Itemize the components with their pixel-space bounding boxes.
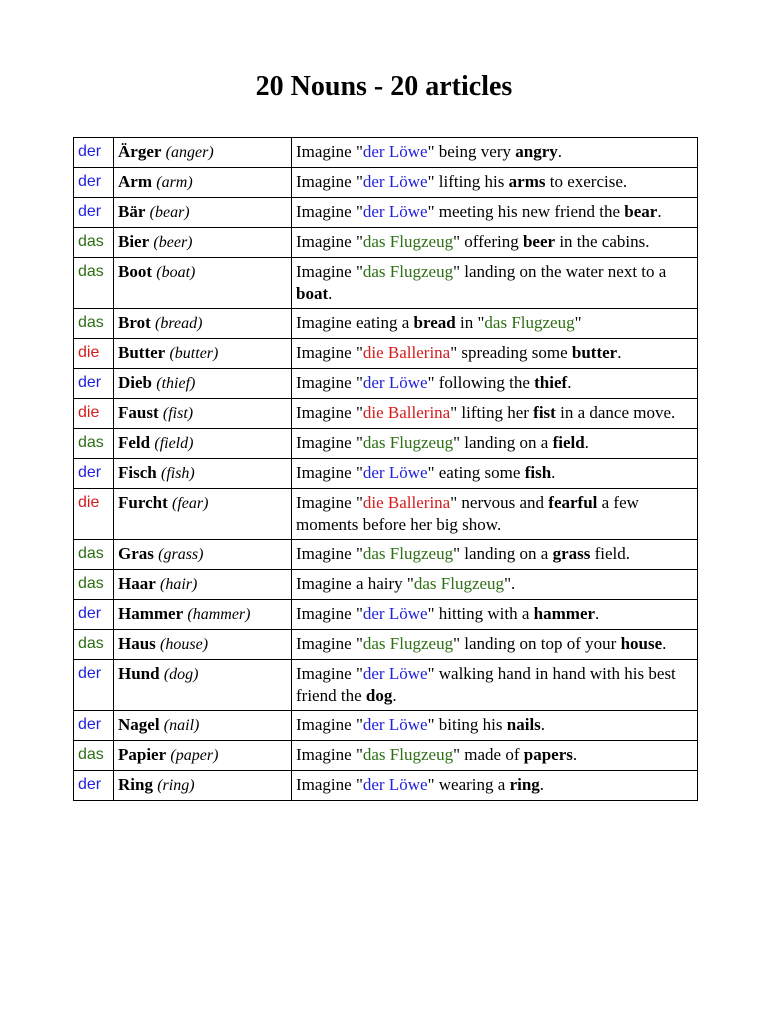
noun-cell (114, 630, 292, 660)
table-row (74, 630, 698, 660)
article-phrase: der Löwe (362, 664, 428, 683)
article-cell: der (74, 198, 114, 228)
table-row (74, 540, 698, 570)
sentence-text: . (657, 202, 662, 221)
noun-translation: (bear) (149, 204, 190, 221)
article-phrase: das Flugzeug (362, 745, 454, 764)
page-title: 20 Nouns - 20 articles (255, 71, 513, 102)
sentence-text: a few moments before her big show. (296, 493, 639, 534)
noun-word: Boot (118, 262, 152, 281)
keyword: butter (571, 343, 618, 362)
article-phrase: der Löwe (362, 373, 428, 392)
noun-word: Haar (118, 574, 156, 593)
sentence-text: Imagine " (296, 463, 363, 482)
keyword: thief (534, 373, 568, 392)
table-row (74, 459, 698, 489)
mnemonic-cell (292, 399, 698, 429)
noun-translation: (fear) (172, 495, 209, 512)
article-cell: die (74, 489, 114, 540)
sentence-text: " spreading some (450, 343, 572, 362)
article-phrase: der Löwe (362, 142, 428, 161)
sentence-text: in the cabins. (555, 232, 650, 251)
table-row (74, 399, 698, 429)
sentence-text: Imagine a hairy " (296, 574, 414, 593)
noun-translation: (nail) (163, 717, 200, 734)
noun-cell (114, 198, 292, 228)
noun-cell (114, 600, 292, 630)
article-cell: das (74, 429, 114, 459)
article-phrase: das Flugzeug (413, 574, 505, 593)
sentence-text: Imagine " (296, 775, 363, 794)
table-row (74, 198, 698, 228)
keyword: ring (509, 775, 540, 794)
sentence-text: . (557, 142, 562, 161)
table-row (74, 168, 698, 198)
sentence-text: " offering (453, 232, 523, 251)
noun-word: Dieb (118, 373, 152, 392)
noun-cell (114, 138, 292, 168)
mnemonic-cell (292, 660, 698, 711)
article-cell: der (74, 369, 114, 399)
article-phrase: das Flugzeug (362, 262, 454, 281)
noun-cell (114, 309, 292, 339)
article-cell: das (74, 228, 114, 258)
noun-cell (114, 489, 292, 540)
article-phrase: der Löwe (362, 775, 428, 794)
mnemonic-cell (292, 600, 698, 630)
sentence-text: " meeting his new friend the (427, 202, 625, 221)
table-row (74, 429, 698, 459)
sentence-text: " being very (427, 142, 516, 161)
noun-word: Bier (118, 232, 150, 251)
vocabulary-table-body (74, 138, 698, 801)
keyword: boat (296, 284, 329, 303)
article-phrase: das Flugzeug (362, 634, 454, 653)
sentence-text: Imagine eating a (296, 313, 414, 332)
sentence-text: . (584, 433, 589, 452)
article-phrase: das Flugzeug (484, 313, 575, 332)
noun-word: Hammer (118, 604, 184, 623)
noun-cell (114, 540, 292, 570)
sentence-text: . (595, 604, 600, 623)
article-phrase: der Löwe (362, 202, 428, 221)
noun-translation: (anger) (165, 144, 214, 161)
sentence-text: . (539, 775, 545, 794)
mnemonic-cell (292, 309, 698, 339)
table-row (74, 570, 698, 600)
sentence-text: " walking hand in hand with his best friend the (296, 664, 676, 705)
mnemonic-cell (292, 489, 698, 540)
table-row (74, 771, 698, 801)
noun-word: Fisch (118, 463, 157, 482)
mnemonic-cell (292, 369, 698, 399)
noun-word: Butter (118, 343, 166, 362)
noun-translation: (beer) (153, 234, 193, 251)
sentence-text: " lifting her (450, 403, 534, 422)
sentence-text: Imagine " (296, 403, 363, 422)
noun-word: Furcht (118, 493, 168, 512)
table-row (74, 369, 698, 399)
noun-translation: (paper) (170, 747, 219, 764)
sentence-text: " landing on a (453, 544, 553, 563)
noun-translation: (thief) (156, 375, 196, 392)
noun-word: Ärger (118, 142, 162, 161)
table-row (74, 339, 698, 369)
noun-cell (114, 570, 292, 600)
sentence-text: . (551, 463, 556, 482)
sentence-text: Imagine " (296, 172, 363, 191)
table-row (74, 741, 698, 771)
noun-translation: (hair) (160, 576, 198, 593)
article-cell: das (74, 258, 114, 309)
noun-translation: (butter) (169, 345, 219, 362)
noun-cell (114, 168, 292, 198)
noun-word: Papier (118, 745, 167, 764)
sentence-text: Imagine " (296, 544, 363, 563)
noun-translation: (boat) (156, 264, 196, 281)
sentence-text: Imagine " (296, 373, 363, 392)
sentence-text: . (328, 284, 333, 303)
sentence-text: Imagine " (296, 715, 363, 734)
noun-word: Haus (118, 634, 156, 653)
noun-word: Nagel (118, 715, 160, 734)
article-cell: das (74, 741, 114, 771)
mnemonic-cell (292, 168, 698, 198)
sentence-text: " (574, 313, 582, 332)
mnemonic-cell (292, 459, 698, 489)
noun-translation: (house) (160, 636, 209, 653)
article-cell: die (74, 399, 114, 429)
noun-translation: (bread) (155, 315, 203, 332)
keyword: beer (522, 232, 556, 251)
article-phrase: das Flugzeug (362, 232, 454, 251)
sentence-text: ". (504, 574, 516, 593)
table-row (74, 711, 698, 741)
sentence-text: " landing on top of your (453, 634, 621, 653)
sentence-text: Imagine " (296, 634, 363, 653)
article-cell: das (74, 630, 114, 660)
article-cell: der (74, 459, 114, 489)
sentence-text: Imagine " (296, 664, 363, 683)
keyword: papers (523, 745, 573, 764)
sentence-text: " landing on the water next to a (453, 262, 667, 281)
noun-translation: (dog) (163, 666, 199, 683)
noun-word: Gras (118, 544, 154, 563)
sentence-text: Imagine " (296, 262, 363, 281)
article-cell: der (74, 138, 114, 168)
article-cell: der (74, 711, 114, 741)
mnemonic-cell (292, 570, 698, 600)
mnemonic-cell (292, 741, 698, 771)
keyword: bear (624, 202, 658, 221)
article-cell: der (74, 168, 114, 198)
noun-cell (114, 660, 292, 711)
noun-translation: (arm) (156, 174, 193, 191)
sentence-text: " made of (453, 745, 524, 764)
table-row (74, 138, 698, 168)
keyword: angry (515, 142, 558, 161)
keyword: grass (552, 544, 591, 563)
noun-translation: (grass) (158, 546, 204, 563)
keyword: fearful (548, 493, 598, 512)
noun-cell (114, 258, 292, 309)
mnemonic-cell (292, 540, 698, 570)
table-row (74, 660, 698, 711)
noun-cell (114, 459, 292, 489)
table-row (74, 309, 698, 339)
noun-cell (114, 741, 292, 771)
mnemonic-cell (292, 630, 698, 660)
noun-word: Feld (118, 433, 151, 452)
sentence-text: Imagine " (296, 232, 363, 251)
keyword: nails (506, 715, 541, 734)
noun-translation: (hammer) (187, 606, 251, 623)
article-phrase: der Löwe (362, 715, 428, 734)
vocabulary-table (73, 137, 698, 801)
sentence-text: . (572, 745, 578, 764)
mnemonic-cell (292, 258, 698, 309)
noun-translation: (ring) (157, 777, 195, 794)
sentence-text: . (567, 373, 572, 392)
article-phrase: die Ballerina (362, 343, 451, 362)
noun-word: Arm (118, 172, 152, 191)
article-cell: das (74, 309, 114, 339)
noun-translation: (field) (154, 435, 194, 452)
sentence-text: Imagine " (296, 343, 363, 362)
keyword: house (620, 634, 663, 653)
noun-translation: (fist) (162, 405, 194, 422)
sentence-text: " eating some (427, 463, 525, 482)
noun-cell (114, 399, 292, 429)
sentence-text: . (392, 686, 397, 705)
sentence-text: to exercise. (545, 172, 628, 191)
sentence-text: " landing on a (453, 433, 553, 452)
noun-word: Hund (118, 664, 160, 683)
noun-cell (114, 711, 292, 741)
table-row (74, 600, 698, 630)
sentence-text: " hitting with a (427, 604, 534, 623)
sentence-text: Imagine " (296, 142, 363, 161)
sentence-text: . (662, 634, 667, 653)
table-row (74, 489, 698, 540)
sentence-text: in " (455, 313, 485, 332)
sentence-text: Imagine " (296, 493, 363, 512)
keyword: dog (365, 686, 393, 705)
article-phrase: die Ballerina (362, 493, 451, 512)
keyword: arms (508, 172, 546, 191)
sentence-text: " following the (427, 373, 535, 392)
sentence-text: " lifting his (427, 172, 509, 191)
article-phrase: die Ballerina (362, 403, 451, 422)
mnemonic-cell (292, 198, 698, 228)
article-phrase: der Löwe (362, 604, 428, 623)
article-phrase: das Flugzeug (362, 433, 454, 452)
noun-word: Ring (118, 775, 153, 794)
article-phrase: der Löwe (362, 172, 428, 191)
sentence-text: Imagine " (296, 202, 363, 221)
noun-cell (114, 429, 292, 459)
noun-cell (114, 771, 292, 801)
sentence-text: in a dance move. (555, 403, 676, 422)
keyword: field (552, 433, 585, 452)
noun-cell (114, 339, 292, 369)
sentence-text: Imagine " (296, 604, 363, 623)
sentence-text: " nervous and (450, 493, 549, 512)
keyword: fist (533, 403, 556, 422)
sentence-text: field. (590, 544, 630, 563)
mnemonic-cell (292, 429, 698, 459)
sentence-text: " biting his (427, 715, 507, 734)
mnemonic-cell (292, 711, 698, 741)
table-row (74, 258, 698, 309)
sentence-text: . (617, 343, 622, 362)
noun-word: Faust (118, 403, 159, 422)
mnemonic-cell (292, 339, 698, 369)
article-phrase: der Löwe (362, 463, 428, 482)
noun-cell (114, 228, 292, 258)
article-cell: das (74, 570, 114, 600)
keyword: hammer (533, 604, 596, 623)
keyword: fish (524, 463, 552, 482)
sentence-text: " wearing a (427, 775, 510, 794)
mnemonic-cell (292, 228, 698, 258)
sentence-text: Imagine " (296, 433, 363, 452)
sentence-text: . (540, 715, 546, 734)
sentence-text: Imagine " (296, 745, 363, 764)
article-phrase: das Flugzeug (362, 544, 454, 563)
noun-translation: (fish) (160, 465, 195, 482)
article-cell: der (74, 660, 114, 711)
keyword: bread (413, 313, 456, 332)
table-row (74, 228, 698, 258)
noun-word: Brot (118, 313, 151, 332)
article-cell: die (74, 339, 114, 369)
noun-cell (114, 369, 292, 399)
article-cell: der (74, 600, 114, 630)
mnemonic-cell (292, 771, 698, 801)
mnemonic-cell (292, 138, 698, 168)
article-cell: das (74, 540, 114, 570)
article-cell: der (74, 771, 114, 801)
noun-word: Bär (118, 202, 146, 221)
